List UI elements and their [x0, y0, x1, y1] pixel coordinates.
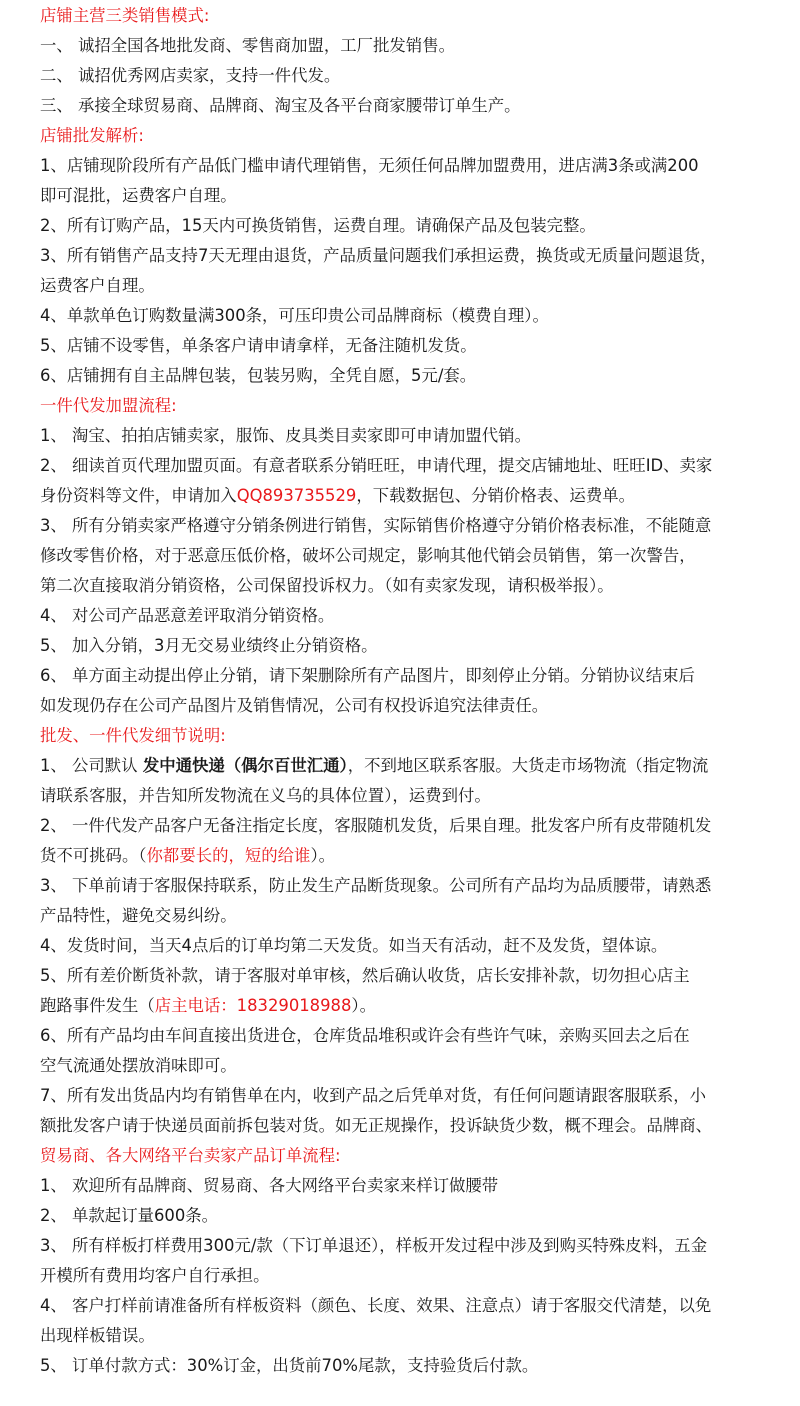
text-line: 3、 所有样板打样费用300元/款（下订单退还），样板开发过程中涉及到购买特殊皮料，五金	[40, 1236, 708, 1255]
section-wholesale	[40, 121, 760, 391]
text-line	[40, 751, 760, 781]
text-line	[40, 481, 760, 511]
text-line	[40, 841, 760, 871]
text-line: 产品特性，避免交易纠纷。	[40, 906, 237, 925]
text-segment: ，不到地区联系客服。大货走市场物流（指定物流	[347, 756, 709, 775]
text-segment: ）。	[310, 846, 336, 865]
section-heading: 店铺批发解析:	[40, 126, 144, 145]
courier-name: 发中通快递（偶尔百世汇通）	[142, 756, 348, 775]
text-line: 2、 单款起订量600条。	[40, 1206, 219, 1225]
red-note: 你都要长的，短的给谁	[146, 846, 311, 865]
section-details	[40, 721, 760, 1141]
owner-phone[interactable]: 店主电话：18329018988	[154, 996, 352, 1015]
text-line: 3、所有销售产品支持7天无理由退货，产品质量问题我们承担运费，换货或无质量问题退货，	[40, 246, 717, 265]
text-line: 4、发货时间，当天4点后的订单均第二天发货。如当天有活动，赶不及发货，望体谅。	[40, 936, 668, 955]
section-dropship-join	[40, 391, 760, 721]
text-line: 运费客户自理。	[40, 276, 155, 295]
text-line: 3、 所有分销卖家严格遵守分销条例进行销售，实际销售价格遵守分销价格表标准，不能随意	[40, 516, 712, 535]
section-heading: 贸易商、各大网络平台卖家产品订单流程:	[40, 1146, 341, 1165]
section-heading: 批发、一件代发细节说明:	[40, 726, 226, 745]
text-line: 额批发客户请于快递员面前拆包装对货。如无正规操作，投诉缺货少数，概不理会。品牌商、	[40, 1116, 713, 1135]
qq-number-link[interactable]: QQ893735529	[236, 486, 357, 505]
text-line: 5、所有差价断货补款，请于客服对单审核，然后确认收货，店长安排补款，切勿担心店主	[40, 966, 690, 985]
text-line: 1、 欢迎所有品牌商、贸易商、各大网络平台卖家来样订做腰带	[40, 1176, 499, 1195]
text-line: 7、所有发出货品内均有销售单在内，收到产品之后凭单对货，有任何问题请跟客服联系，小	[40, 1086, 707, 1105]
text-line	[40, 991, 760, 1021]
text-line: 2、 一件代发产品客户无备注指定长度，客服随机发货，后果自理。批发客户所有皮带随机发	[40, 816, 712, 835]
section-sales-modes	[40, 1, 760, 121]
text-line: 即可混批，运费客户自理。	[40, 186, 237, 205]
text-line: 5、 订单付款方式：30%订金，出货前70%尾款，支持验货后付款。	[40, 1356, 539, 1375]
text-line: 2、所有订购产品，15天内可换货销售，运费自理。请确保产品及包装完整。	[40, 216, 596, 235]
text-line: 二、 诚招优秀网店卖家，支持一件代发。	[40, 66, 341, 85]
text-line: 6、所有产品均由车间直接出货进仓，仓库货品堆积或许会有些许气味，亲购买回去之后在	[40, 1026, 690, 1045]
text-line: 4、 客户打样前请准备所有样板资料（颜色、长度、效果、注意点）请于客服交代清楚，以免	[40, 1296, 712, 1315]
text-line: 5、 加入分销，3月无交易业绩终止分销资格。	[40, 636, 378, 655]
text-line: 4、单款单色订购数量满300条，可压印贵公司品牌商标（模费自理）。	[40, 306, 549, 325]
section-oem-orders	[40, 1141, 760, 1381]
text-segment: 货不可挑码。（	[40, 846, 147, 865]
text-line: 4、 对公司产品恶意差评取消分销资格。	[40, 606, 335, 625]
text-line: 修改零售价格，对于恶意压低价格，破坏公司规定，影响其他代销会员销售，第一次警告，	[40, 546, 696, 565]
text-line: 开模所有费用均客户自行承担。	[40, 1266, 270, 1285]
text-segment: ，下载数据包、分销价格表、运费单。	[356, 486, 635, 505]
text-segment: 身份资料等文件，申请加入	[40, 486, 237, 505]
text-line: 一、 诚招全国各地批发商、零售商加盟，工厂批发销售。	[40, 36, 455, 55]
text-line: 如发现仍存在公司产品图片及销售情况，公司有权投诉追究法律责任。	[40, 696, 549, 715]
text-line: 6、店铺拥有自主品牌包装，包装另购，全凭自愿，5元/套。	[40, 366, 477, 385]
text-line: 6、 单方面主动提出停止分销，请下架删除所有产品图片，即刻停止分销。分销协议结束后	[40, 666, 695, 685]
text-line: 三、 承接全球贸易商、品牌商、淘宝及各平台商家腰带订单生产。	[40, 96, 521, 115]
text-line: 第二次直接取消分销资格，公司保留投诉权力。（如有卖家发现，请积极举报）。	[40, 576, 614, 595]
text-line: 1、店铺现阶段所有产品低门槛申请代理销售，无须任何品牌加盟费用，进店满3条或满200	[40, 156, 699, 175]
text-line: 3、 下单前请于客服保持联系，防止发生产品断货现象。公司所有产品均为品质腰带，请熟悉	[40, 876, 712, 895]
text-line: 空气流通处摆放消味即可。	[40, 1056, 237, 1075]
section-heading: 店铺主营三类销售模式:	[40, 6, 210, 25]
text-line: 2、 细读首页代理加盟页面。有意者联系分销旺旺，申请代理，提交店铺地址、旺旺ID、卖家	[40, 456, 713, 475]
text-segment: ）。	[351, 996, 376, 1015]
text-segment: 跑路事件发生（	[40, 996, 155, 1015]
text-line: 5、店铺不设零售，单条客户请申请拿样，无备注随机发货。	[40, 336, 477, 355]
text-line: 出现样板错误。	[40, 1326, 155, 1345]
section-heading: 一件代发加盟流程:	[40, 396, 177, 415]
text-segment: 1、 公司默认	[40, 756, 143, 775]
text-line: 1、 淘宝、拍拍店铺卖家，服饰、皮具类目卖家即可申请加盟代销。	[40, 426, 531, 445]
text-line: 请联系客服，并告知所发物流在义乌的具体位置），运费到付。	[40, 786, 491, 805]
